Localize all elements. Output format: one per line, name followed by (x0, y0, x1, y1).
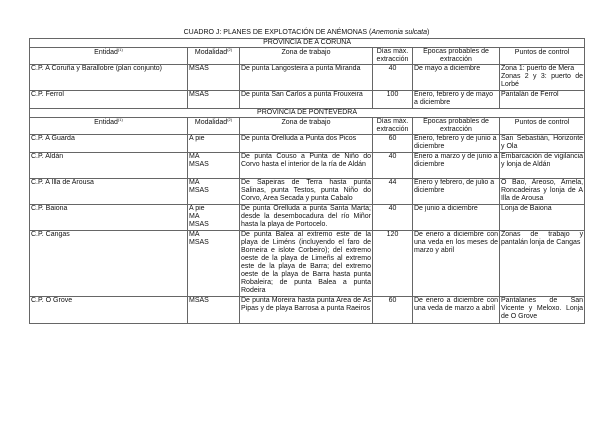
header-row (30, 48, 585, 65)
cell-modalidad: MA MSAS (188, 231, 240, 297)
cell-epocas: De enero a diciembre con una veda en los meses de marzo y abril (413, 231, 500, 297)
cell-dias: 40 (373, 65, 413, 91)
cell-puntos: Zonas de trabajo y pantalán lonja de Cangas (500, 231, 585, 297)
header-epocas: Epocas probables de extracción (413, 118, 500, 135)
cell-puntos: Embarcación de vigilancia y lonja de Aldán (500, 153, 585, 179)
table-row (30, 91, 585, 109)
cell-dias: 60 (373, 297, 413, 324)
cell-dias: 60 (373, 135, 413, 153)
cell-dias: 100 (373, 91, 413, 109)
cell-zona: De punta Orelluda a punta Santa Marta; desde la desembocadura del río Miñor hasta la playa de Portocelo. (240, 205, 373, 231)
cell-entidad: C.P. Cangas (30, 231, 188, 297)
cell-epocas: Enero, febrero y de mayo a diciembre (413, 91, 500, 109)
cell-zona: De punta Langosteira a punta Miranda (240, 65, 373, 91)
cell-dias: 40 (373, 153, 413, 179)
table-row (30, 65, 585, 91)
caption-prefix: CUADRO J: PLANES DE EXPLOTACIÓN DE ANÉMONAS ( (183, 29, 372, 36)
cell-modalidad: A pie (188, 135, 240, 153)
header-puntos: Puntos de control (500, 48, 585, 65)
province-title: PROVINCIA DE PONTEVEDRA (30, 109, 585, 118)
cell-epocas: De mayo a diciembre (413, 65, 500, 91)
table-row (30, 231, 585, 297)
header-epocas: Epocas probables de extracción (413, 48, 500, 65)
cell-entidad: C.P. Baiona (30, 205, 188, 231)
cell-puntos: Lonja de Baiona (500, 205, 585, 231)
cell-zona: De Sapeiras de Terra hasta punta Salinas, punta Testos, punta Niño do Corvo, Area Secada y punta Cabalo (240, 179, 373, 205)
table-row (30, 153, 585, 179)
cell-entidad: C.P. A Guarda (30, 135, 188, 153)
header-zona: Zona de trabajo (240, 118, 373, 135)
cell-puntos: O Bao, Areoso, Arnela, Roncadeiras y lonja de A Illa de Arousa (500, 179, 585, 205)
cell-modalidad: MA MSAS (188, 179, 240, 205)
table-row (30, 205, 585, 231)
cell-puntos: San Sebastián, Horizonte y Ola (500, 135, 585, 153)
cell-modalidad: MSAS (188, 91, 240, 109)
cell-modalidad: A pie MA MSAS (188, 205, 240, 231)
cell-epocas: De junio a diciembre (413, 205, 500, 231)
cell-puntos: Pantalán de Ferrol (500, 91, 585, 109)
header-entidad-note: (1) (117, 117, 123, 122)
province-row-coruna (30, 39, 585, 48)
header-modalidad-note: (2) (227, 47, 233, 52)
header-entidad-note: (1) (117, 47, 123, 52)
cell-entidad: C.P. A Illa de Arousa (30, 179, 188, 205)
table-row (30, 135, 585, 153)
header-entidad: Entidad (94, 119, 118, 126)
table-row (30, 179, 585, 205)
header-zona: Zona de trabajo (240, 48, 373, 65)
header-puntos: Puntos de control (500, 118, 585, 135)
document-page (29, 28, 584, 324)
province-row-pontevedra (30, 109, 585, 118)
header-row (30, 118, 585, 135)
header-dias: Días máx. extracción (373, 48, 413, 65)
table-row (30, 297, 585, 324)
cell-entidad: C.P. Aldán (30, 153, 188, 179)
cell-dias: 40 (373, 205, 413, 231)
cell-modalidad: MA MSAS (188, 153, 240, 179)
exploitation-table (29, 38, 585, 324)
cell-zona: De punta Balea al extremo este de la playa de Liméns (incluyendo el faro de Borneira e islote Corbeiro); del extremo oeste de la playa de Limeñs al extremo este de la playa de Barra; del extremo oeste de la playa de Barra hasta punta Robaleira; de punta Balea a punta Rodeira (240, 231, 373, 297)
cell-modalidad: MSAS (188, 65, 240, 91)
cell-epocas: Enero y febrero, de julio a diciembre (413, 179, 500, 205)
header-modalidad-note: (2) (227, 117, 233, 122)
cell-epocas: Enero a marzo y de junio a diciembre (413, 153, 500, 179)
cell-entidad: C.P. Ferrol (30, 91, 188, 109)
header-dias: Días máx. extracción (373, 118, 413, 135)
cell-dias: 120 (373, 231, 413, 297)
cell-zona: De punta Couso a Punta de Niño do Corvo hasta el interior de la ría de Aldán (240, 153, 373, 179)
caption-suffix: ) (427, 29, 430, 36)
cell-modalidad: MSAS (188, 297, 240, 324)
cell-entidad: C.P. A Coruña y Barallobre (plan conjunto) (30, 65, 188, 91)
header-modalidad: Modalidad (194, 49, 228, 56)
header-modalidad: Modalidad (194, 119, 228, 126)
cell-zona: De punta Orelluda a Punta dos Picos (240, 135, 373, 153)
cell-zona: De punta Moreira hasta punta Area de As Pipas y de playa Barrosa a punta Raeiros (240, 297, 373, 324)
table-caption (29, 28, 584, 38)
header-entidad: Entidad (94, 49, 118, 56)
cell-puntos: Zona 1: puerto de Mera Zonas 2 y 3: puerto de Lorbé (500, 65, 585, 91)
cell-epocas: Enero, febrero y de junio a diciembre (413, 135, 500, 153)
cell-entidad: C.P. O Grove (30, 297, 188, 324)
cell-puntos: Pantalanes de San Vicente y Meloxo. Lonja de O Grove (500, 297, 585, 324)
cell-dias: 44 (373, 179, 413, 205)
caption-species: Anemonia sulcata (371, 29, 428, 36)
province-title: PROVINCIA DE A CORUÑA (30, 39, 585, 48)
cell-zona: De punta San Carlos a punta Frouxeira (240, 91, 373, 109)
cell-epocas: De enero a diciembre con una veda de marzo a abril (413, 297, 500, 324)
